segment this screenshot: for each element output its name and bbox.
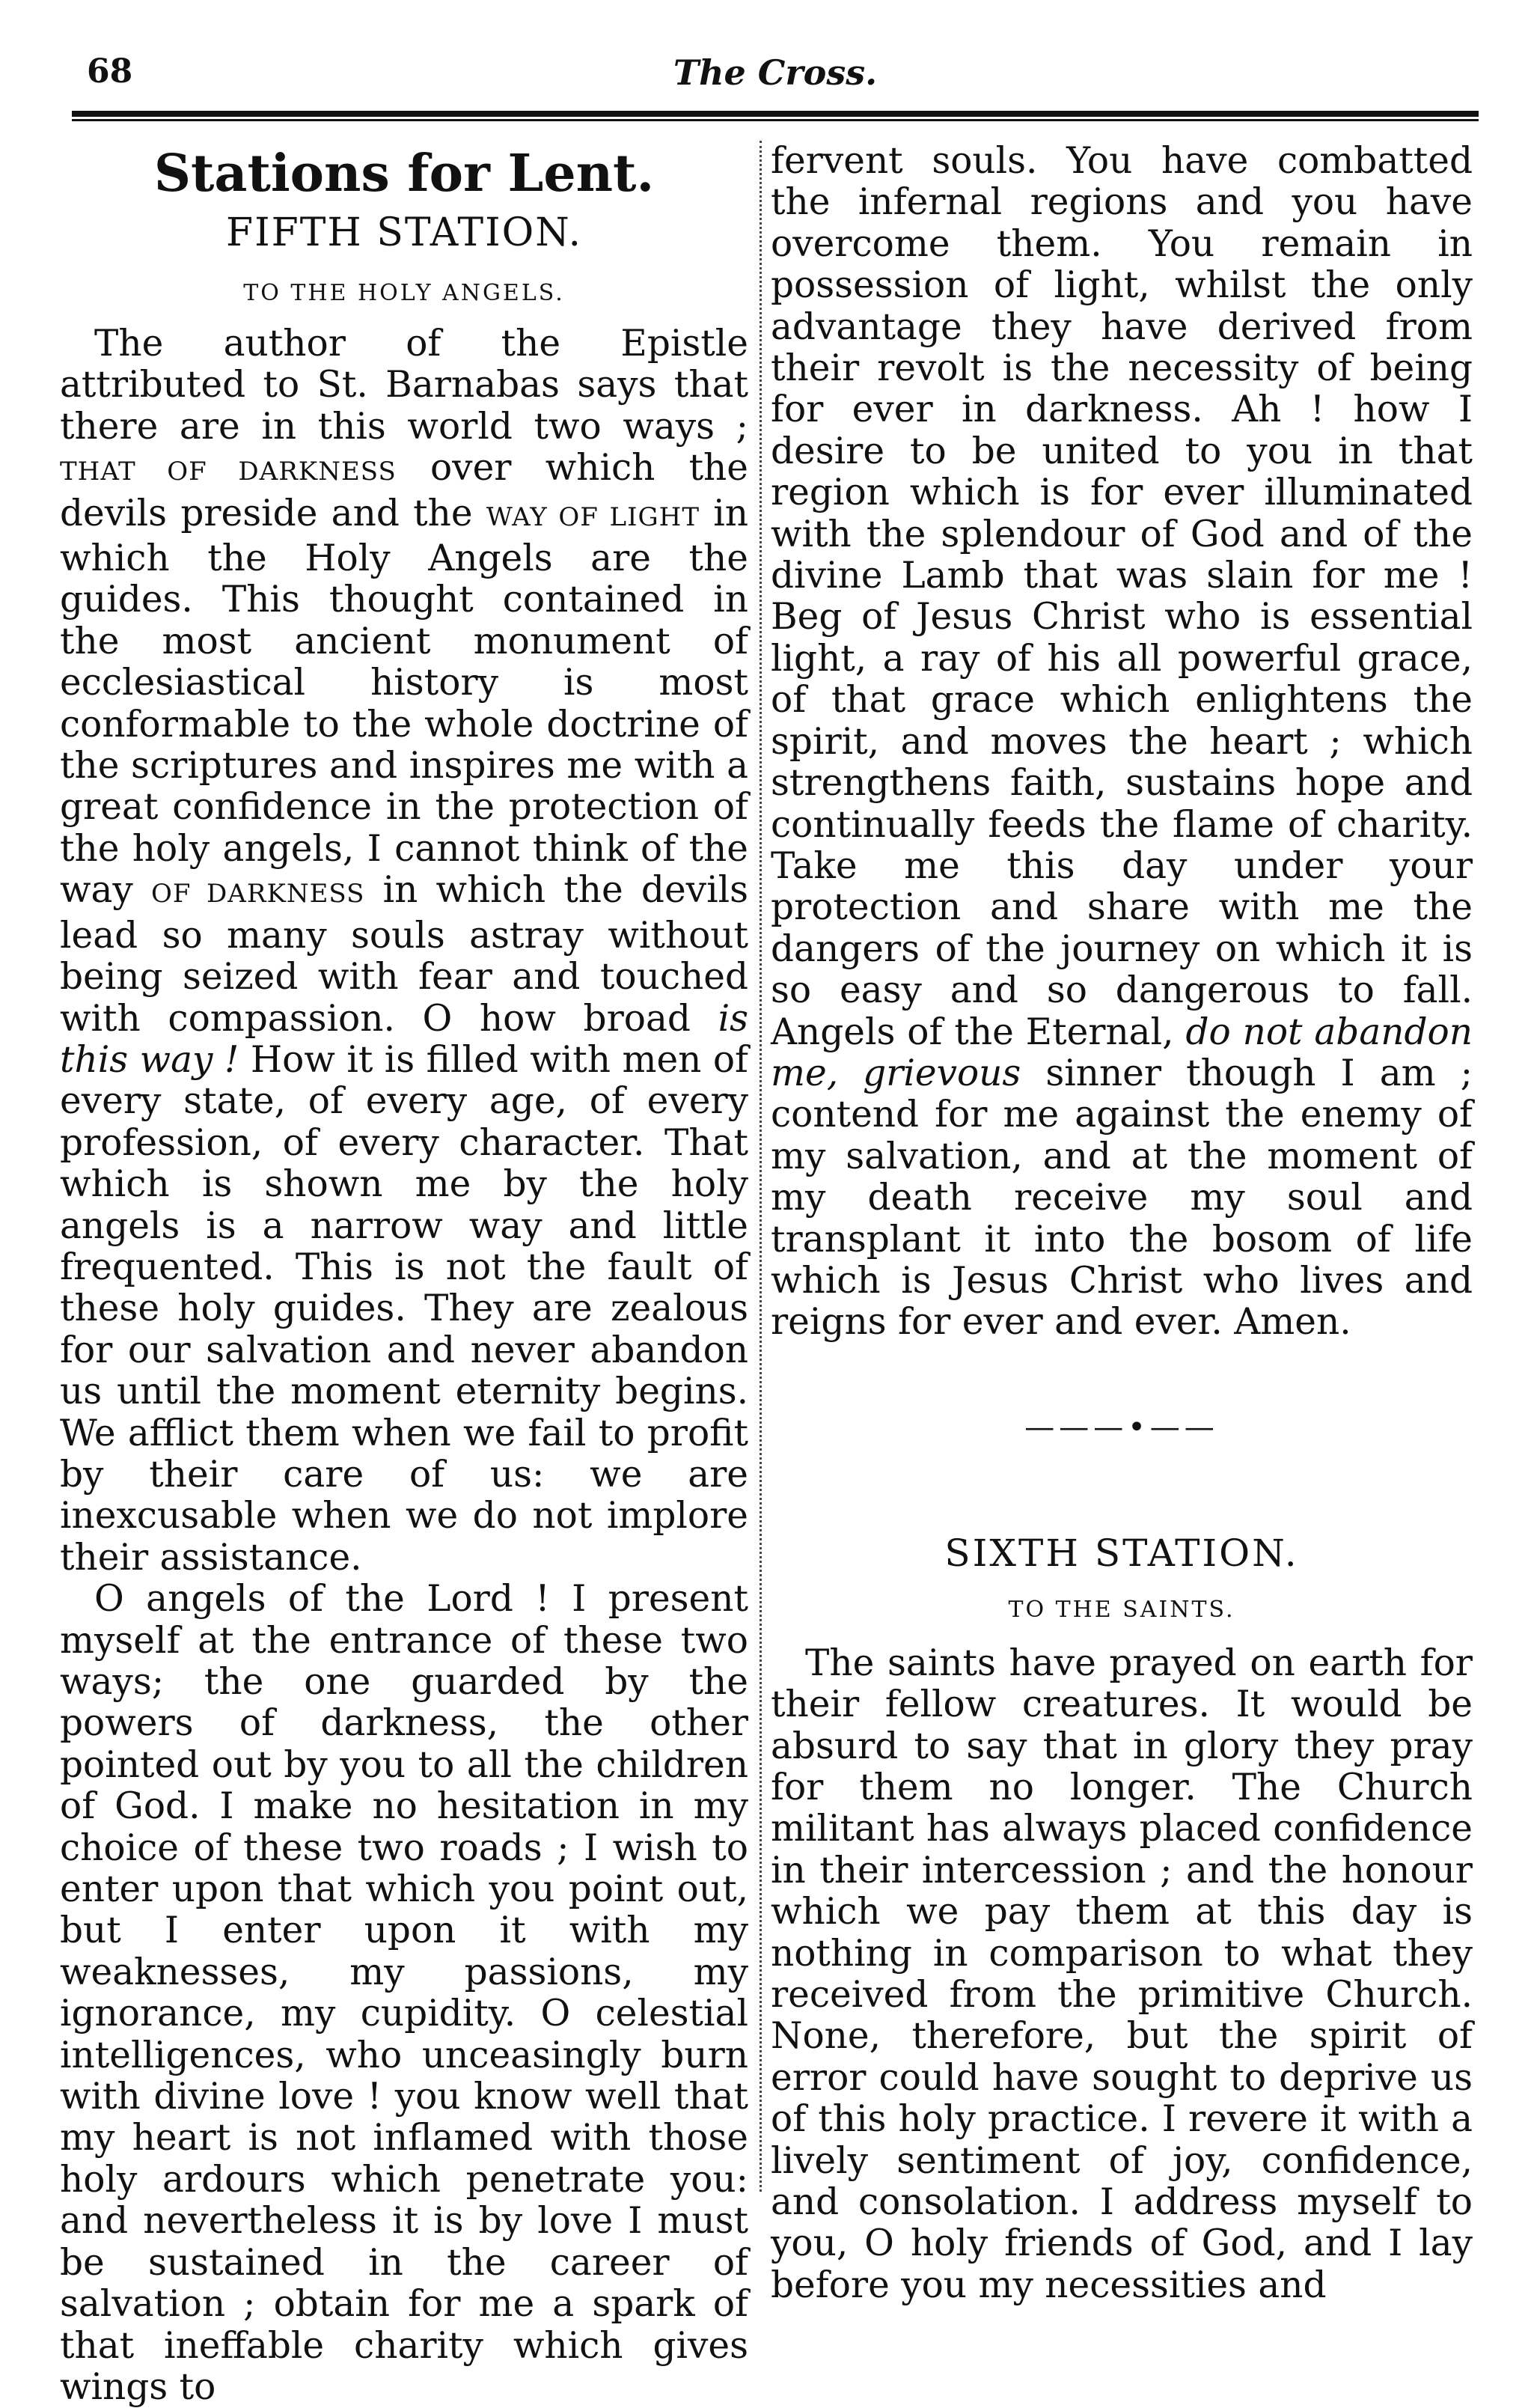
section-ornament: ———•——	[1024, 1409, 1219, 1445]
header-rule	[72, 111, 1479, 121]
sixth-station-paragraph-1: The saints have prayed on earth for their fellow creatures. It would be absurd to say that in glory they pray for them no longer. The Church militant has always placed confidence in their intercession ; and the honour which we pay them at this day is nothing in comparison to what they received from the primitive Church. None, therefore, but the spirit of error could have sought to deprive us of this holy practice. I revere it with a lively sentiment of joy, confidence, and consolation. I address myself to you, O holy friends of God, and I lay before you my necessities and	[771, 1642, 1473, 2306]
column-divider	[760, 141, 762, 2192]
small-caps-phrase: OF DARKNESS	[151, 879, 365, 909]
running-title: The Cross.	[673, 52, 878, 93]
italic-phrase: is this way !	[60, 997, 748, 1081]
sixth-station-title: SIXTH STATION.	[944, 1531, 1299, 1575]
small-caps-phrase: THAT OF DARKNESS	[60, 457, 397, 487]
fifth-station-continuation: fervent souls. You have combatted the infernal regions and you have overcome them. You remain in possession of light, whilst the only advantage they have derived from their revolt is the necessity of being for ever in darkness. Ah ! how I desire to be united to you in that region which is for ever illuminated with the splendour of God and of the divine Lamb that was slain for me ! Beg of Jesus Christ who is essential light, a ray of his all powerful grace, of that grace which enlightens the spirit, and moves the heart ; which strengthens faith, sustains hope and continually feeds the flame of charity. Take me this day under your protection and share with me the dangers of the journey on which it is so easy and so dangerous to fall. Angels of the Eternal, do not abandon me, grievous sinner though I am ; contend for me against the enemy of my salvation, and at the moment of my death receive my soul and transplant it into the bosom of life which is Jesus Christ who lives and reigns for ever and ever. Amen.	[771, 140, 1473, 1344]
fifth-station-title: FIFTH STATION.	[226, 210, 582, 255]
fifth-station-dedication: TO THE HOLY ANGELS.	[243, 280, 565, 306]
right-column	[771, 140, 1473, 2306]
page-number: 68	[87, 52, 133, 91]
sixth-station-dedication: TO THE SAINTS.	[1008, 1596, 1235, 1623]
left-column	[60, 141, 749, 2408]
fifth-station-paragraph-1: The author of the Epistle attributed to St. Barnabas says that there are in this world two ways ; THAT OF DARKNESS over which the devils preside and the WAY OF LIGHT in which the Holy Angels are the guides. This thought contained in the most ancient monument of ecclesiastical history is most conformable to the whole doctrine of the scriptures and inspires me with a great confidence in the protection of the holy angels, I cannot think of the way OF DARKNESS in which the devils lead so many souls astray without being seized with fear and touched with compassion. O how broad is this way ! How it is filled with men of every state, of every age, of every profession, of every character. That which is shown me by the holy angels is a narrow way and little frequented. This is not the fault of these holy guides. They are zealous for our salvation and never abandon us until the moment eternity begins. We afflict them when we fail to profit by their care of us: we are inexcusable when we do not implore their assistance.	[60, 323, 749, 1579]
italic-phrase: do not abandon me, grievous	[771, 1011, 1473, 1094]
page-header	[72, 52, 1479, 105]
section-title: Stations for Lent.	[153, 144, 655, 204]
fifth-station-paragraph-2: O angels of the Lord ! I present myself at the entrance of these two ways; the one guarded by the powers of darkness, the other pointed out by you to all the children of God. I make no hesitation in my choice of these two roads ; I wish to enter upon that which you point out, but I enter upon it with my weaknesses, my passions, my ignorance, my cupidity. O celestial intelligences, who unceasingly burn with divine love ! you know well that my heart is not inflamed with those holy ardours which penetrate you: and nevertheless it is by love I must be sustained in the career of salvation ; obtain for me a spark of that ineffable charity which gives wings to	[60, 1578, 748, 2408]
small-caps-phrase: WAY OF LIGHT	[486, 502, 700, 532]
